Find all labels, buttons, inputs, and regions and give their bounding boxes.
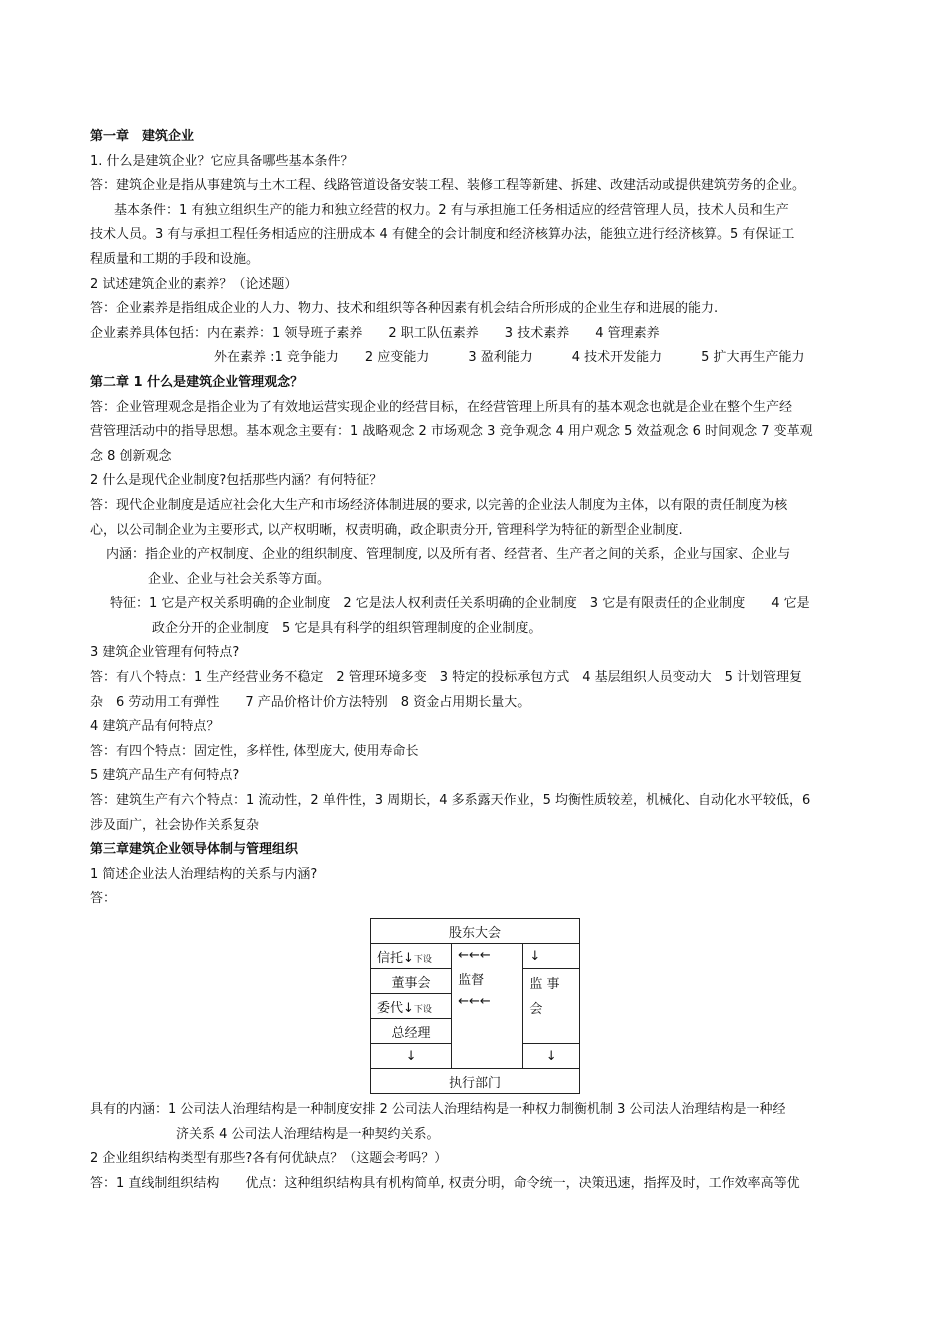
answer-text: 外在素养 :1 竞争能力 2 应变能力 3 盈利能力 4 技术开发能力 5 扩大再生产能力 [214, 350, 805, 366]
arrow-down-icon: ↓ [403, 950, 414, 966]
delegate-cell [371, 994, 452, 1019]
document-page [90, 125, 880, 1196]
answer-text: 济关系 4 公司法人治理结构是一种契约关系。 [176, 1126, 440, 1142]
trust-cell [371, 944, 452, 969]
answer-text: 营管理活动中的指导思想。基本观念主要有：1 战略观念 2 市场观念 3 竞争观念 4 用户观念 5 效益观念 6 时间观念 7 变革观 [90, 424, 813, 440]
answer-text: 具有的内涵：1 公司法人治理结构是一种制度安排 2 公司法人治理结构是一种权力制衡机制 3 公司法人治理结构是一种经 [90, 1102, 786, 1117]
answer-text: 答：有八个特点：1 生产经营业务不稳定 2 管理环境多变 3 特定的投标承包方式 4 基层组织人员变动大 5 计划管理复 [90, 670, 803, 686]
answer-text: 政企分开的企业制度 5 它是具有科学的组织管理制度的企业制度。 [152, 620, 542, 636]
chapter-3-title: 第三章建筑企业领导体制与管理组织 [90, 842, 299, 858]
answer-label: 答： [90, 891, 117, 907]
arrow-down-icon: ↓ [523, 1044, 580, 1069]
answer-text: 基本条件：1 有独立组织生产的能力和独立经营的权力。2 有与承担施工任务相适应的经营管理人员，技术人员和生产 [114, 202, 789, 218]
trust-label: 信托 [377, 950, 404, 966]
supervise-label: 监督 [458, 973, 485, 988]
question-1-1: 1. 什么是建筑企业？它应具备哪些基本条件？ [90, 153, 354, 169]
answer-text: 答：现代企业制度是适应社会化大生产和市场经济体制进展的要求, 以完善的企业法人制度为主体，以有限的责任制度为核 [90, 497, 788, 513]
answer-text: 念 8 创新观念 [90, 448, 172, 464]
question-2-2: 2 什么是现代企业制度?包括那些内涵？有何特征？ [90, 473, 383, 489]
answer-text: 技术人员。3 有与承担工程任务相适应的注册成本 4 有健全的会计制度和经济核算办法，能独立进行经济核算。5 有保证工 [90, 227, 795, 243]
question-2-3: 3 建筑企业管理有何特点? [90, 645, 240, 661]
answer-text: 特征：1 它是产权关系明确的企业制度 2 它是法人权利责任关系明确的企业制度 3 它是有限责任的企业制度 4 它是 [110, 596, 810, 612]
board-of-directors: 董事会 [371, 969, 452, 994]
question-3-2: 2 企业组织结构类型有那些?各有何优缺点？（这题会考吗？） [90, 1151, 448, 1167]
question-1-2: 2 试述建筑企业的素养？（论述题） [90, 276, 298, 292]
arrows-left-icon: ←←← [458, 948, 491, 963]
answer-text: 答：企业素养是指组成企业的人力、物力、技术和组织等各种因素有机会结合所形成的企业生存和进展的能力. [90, 301, 719, 317]
executive-department: 执行部门 [371, 1069, 580, 1094]
chapter-2-title: 第二章 1 什么是建筑企业管理观念？ [90, 374, 304, 390]
answer-text: 企业素养具体包括：内在素养：1 领导班子素养 2 职工队伍素养 3 技术素养 4 管理素养 [90, 325, 660, 341]
arrows-left-icon: ←←← [458, 994, 491, 1009]
question-2-5: 5 建筑产品生产有何特点? [90, 768, 240, 784]
delegate-label: 委代 [377, 1000, 404, 1016]
answer-text: 心，以公司制企业为主要形式, 以产权明晰，权责明确，政企职责分开, 管理科学为特征的新型企业制度. [90, 522, 683, 538]
answer-text: 答：1 直线制组织结构 优点：这种组织结构具有机构简单, 权责分明，命令统一，决策迅速，指挥及时，工作效率高等优 [90, 1175, 800, 1191]
answer-text: 答：有四个特点：固定性，多样性, 体型庞大, 使用寿命长 [90, 743, 419, 759]
supervisory-board: 监 事 会 [523, 969, 580, 1044]
answer-text: 涉及面广，社会协作关系复杂 [90, 817, 260, 833]
question-2-4: 4 建筑产品有何特点？ [90, 719, 220, 735]
shareholders-meeting: 股东大会 [371, 919, 580, 944]
general-manager: 总经理 [371, 1019, 452, 1044]
answer-text: 企业、企业与社会关系等方面。 [148, 571, 331, 587]
arrow-down-icon: ↓ [523, 944, 580, 969]
arrow-down-icon: ↓ [371, 1044, 452, 1069]
answer-text: 内涵：指企业的产权制度、企业的组织制度、管理制度, 以及所有者、经营者、生产者之间的关系，企业与国家、企业与 [106, 547, 791, 563]
answer-text: 答：企业管理观念是指企业为了有效地运营实现企业的经营目标，在经营管理上所具有的基本观念也就是企业在整个生产经 [90, 399, 793, 415]
answer-text: 程质量和工期的手段和设施。 [90, 251, 260, 267]
setup-label: 下设 [413, 954, 432, 965]
supervise-cell [452, 944, 523, 1069]
arrow-down-icon: ↓ [403, 1000, 414, 1016]
answer-text: 答：建筑生产有六个特点：1 流动性，2 单件性，3 周期长，4 多系露天作业，5 均衡性质较差，机械化、自动化水平较低，6 [90, 793, 811, 809]
chapter-1-title: 第一章 建筑企业 [90, 129, 195, 144]
answer-text: 答：建筑企业是指从事建筑与土木工程、线路管道设备安装工程、装修工程等新建、拆建、改建活动或提供建筑劳务的企业。 [90, 178, 806, 194]
governance-structure-diagram [370, 918, 580, 1098]
setup-label: 下设 [413, 1004, 432, 1015]
answer-text: 杂 6 劳动用工有弹性 7 产品价格计价方法特别 8 资金占用期长量大。 [90, 694, 531, 710]
question-3-1: 1 简述企业法人治理结构的关系与内涵? [90, 866, 318, 882]
